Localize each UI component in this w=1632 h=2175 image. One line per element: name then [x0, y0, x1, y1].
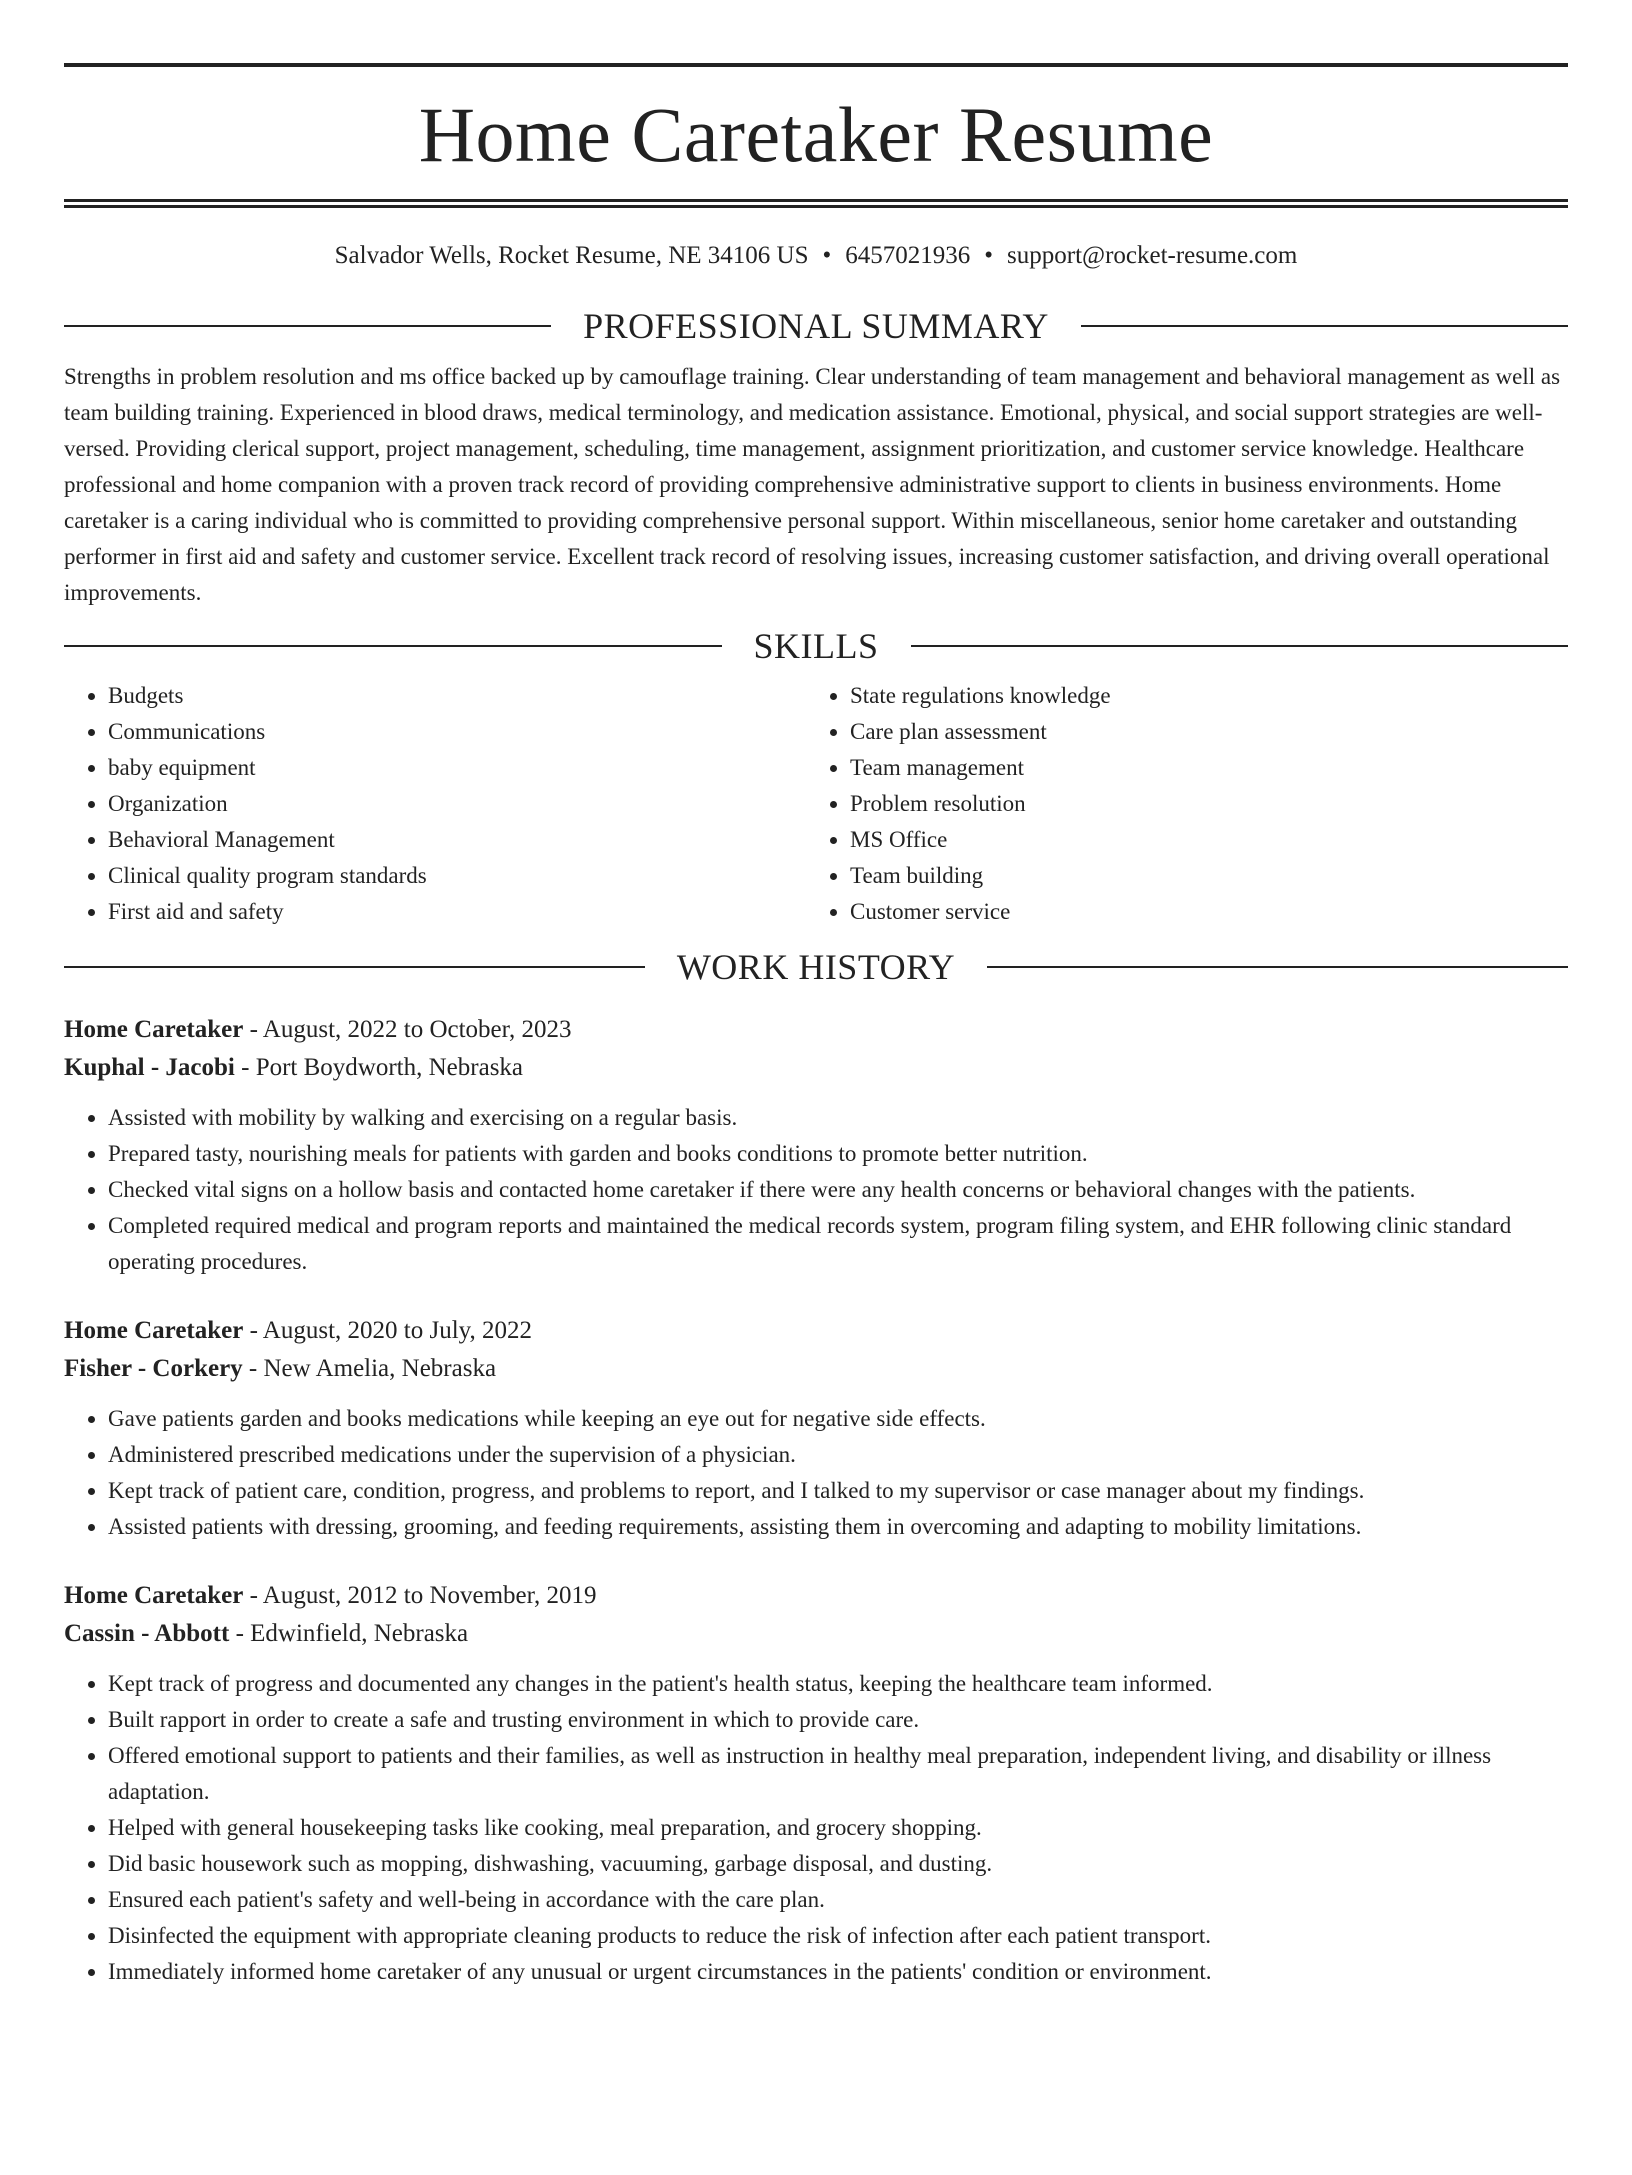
skill-item: • Behavioral Management — [108, 822, 806, 858]
skill-item: • Care plan assessment — [850, 714, 1548, 750]
job-location: - Edwinfield, Nebraska — [229, 1620, 469, 1647]
job-bullet: • Did basic housework such as mopping, dishwashing, vacuuming, garbage disposal, and dusting. — [108, 1846, 1568, 1882]
contact-separator: • — [822, 242, 832, 269]
job-company: Kuphal - Jacobi — [64, 1054, 235, 1081]
heading-rule-right — [1081, 325, 1568, 327]
job-bullet: • Built rapport in order to create a safe and trusting environment in which to provide care. — [108, 1702, 1568, 1738]
job-bullet: • Gave patients garden and books medications while keeping an eye out for negative side effects. — [108, 1401, 1568, 1437]
skill-item: • First aid and safety — [108, 894, 806, 930]
job-location: - Port Boydworth, Nebraska — [234, 1054, 524, 1081]
contact-line — [64, 240, 1568, 272]
job-company: Fisher - Corkery — [64, 1355, 243, 1382]
heading-rule-right — [987, 966, 1568, 968]
skill-item: • Clinical quality program standards — [108, 858, 806, 894]
job-bullet: • Prepared tasty, nourishing meals for patients with garden and books conditions to promote better nutrition. — [108, 1136, 1568, 1172]
heading-rule-left — [64, 645, 722, 647]
contact-phone: 6457021936 — [845, 242, 971, 269]
job-dates: - August, 2022 to October, 2023 — [243, 1016, 572, 1043]
job-company: Cassin - Abbott — [64, 1620, 230, 1647]
skill-item: • Communications — [108, 714, 806, 750]
job-bullet: • Checked vital signs on a hollow basis and contacted home caretaker if there were any health concerns or behavioral changes with the patients. — [108, 1172, 1568, 1208]
work-heading — [64, 947, 1568, 987]
work-heading-label: WORK HISTORY — [676, 947, 956, 987]
job-bullets — [64, 1100, 1568, 1280]
contact-email[interactable]: support@rocket-resume.com — [1007, 242, 1298, 269]
job-bullet: • Kept track of patient care, condition, progress, and problems to report, and I talked to my supervisor or case manager about my findings. — [108, 1473, 1568, 1509]
job-bullet: • Completed required medical and program reports and maintained the medical records system, program filing system, and EHR following clinic standard operating procedures. — [108, 1208, 1568, 1280]
resume-title: Home Caretaker Resume — [418, 91, 1214, 178]
job-company-line — [64, 1350, 1568, 1388]
job-bullet: • Kept track of progress and documented any changes in the patient's health status, keeping the healthcare team informed. — [108, 1666, 1568, 1702]
skills-column-right — [806, 678, 1548, 930]
job-bullets — [64, 1401, 1568, 1545]
skill-item: • baby equipment — [108, 750, 806, 786]
job-dates: - August, 2012 to November, 2019 — [243, 1582, 597, 1609]
job-company-line — [64, 1049, 1568, 1087]
job-entry — [64, 1577, 1568, 1990]
job-bullet: • Immediately informed home caretaker of any unusual or urgent circumstances in the patients' condition or environment. — [108, 1954, 1568, 1990]
skills-heading-label: SKILLS — [753, 626, 879, 666]
resume-page — [0, 63, 1632, 2175]
skill-item: • Team building — [850, 858, 1548, 894]
job-bullet: • Offered emotional support to patients and their families, as well as instruction in healthy meal preparation, independent living, and disability or illness adaptation. — [108, 1738, 1568, 1810]
skill-item: • Customer service — [850, 894, 1548, 930]
skill-item: • Organization — [108, 786, 806, 822]
skills-heading — [64, 626, 1568, 666]
heading-rule-right — [911, 645, 1569, 647]
job-bullet: • Assisted with mobility by walking and exercising on a regular basis. — [108, 1100, 1568, 1136]
job-bullets — [64, 1666, 1568, 1990]
job-title: Home Caretaker — [64, 1016, 244, 1043]
job-entry — [64, 1011, 1568, 1280]
skill-item: • State regulations knowledge — [850, 678, 1548, 714]
skill-item: • Budgets — [108, 678, 806, 714]
job-company-line — [64, 1615, 1568, 1653]
job-title-line — [64, 1011, 1568, 1049]
job-dates: - August, 2020 to July, 2022 — [243, 1317, 533, 1344]
summary-heading-label: PROFESSIONAL SUMMARY — [583, 306, 1049, 346]
skills-list — [64, 678, 1568, 930]
skill-item: • Team management — [850, 750, 1548, 786]
summary-text: Strengths in problem resolution and ms office backed up by camouflage training. Clear understanding of team management and behavioral management as well as team building training. Experienced in blood draws, medical terminology, and medication assistance. Emotional, physical, and social support strategies are well-versed. Providing clerical support, project management, scheduling, time management, assignment prioritization, and customer service knowledge. Healthcare professional and home companion with a proven track record of providing comprehensive administrative support to clients in business environments. Home caretaker is a caring individual who is committed to providing comprehensive personal support. Within miscellaneous, senior home caretaker and outstanding performer in first aid and safety and customer service. Excellent track record of resolving issues, increasing customer satisfaction, and driving overall operational improvements. — [64, 364, 1561, 605]
job-bullet: • Ensured each patient's safety and well-being in accordance with the care plan. — [108, 1882, 1568, 1918]
job-bullet: • Disinfected the equipment with appropriate cleaning products to reduce the risk of infection after each patient transport. — [108, 1918, 1568, 1954]
heading-rule-left — [64, 966, 645, 968]
skills-column-left — [64, 678, 806, 930]
job-bullet: • Assisted patients with dressing, grooming, and feeding requirements, assisting them in overcoming and adapting to mobility limitations. — [108, 1509, 1568, 1545]
job-title: Home Caretaker — [64, 1582, 244, 1609]
job-location: - New Amelia, Nebraska — [242, 1355, 497, 1382]
contact-address: Salvador Wells, Rocket Resume, NE 34106 US — [334, 242, 809, 269]
header-top-rule — [64, 63, 1568, 67]
skill-item: • Problem resolution — [850, 786, 1548, 822]
job-title-line — [64, 1577, 1568, 1615]
heading-rule-left — [64, 325, 551, 327]
job-bullet: • Administered prescribed medications under the supervision of a physician. — [108, 1437, 1568, 1473]
job-title-line — [64, 1312, 1568, 1350]
skill-item: • MS Office — [850, 822, 1548, 858]
job-entry — [64, 1312, 1568, 1545]
summary-heading — [64, 306, 1568, 346]
job-title: Home Caretaker — [64, 1317, 244, 1344]
job-bullet: • Helped with general housekeeping tasks like cooking, meal preparation, and grocery shopping. — [108, 1810, 1568, 1846]
contact-separator: • — [984, 242, 994, 269]
header-double-rule — [64, 199, 1568, 208]
